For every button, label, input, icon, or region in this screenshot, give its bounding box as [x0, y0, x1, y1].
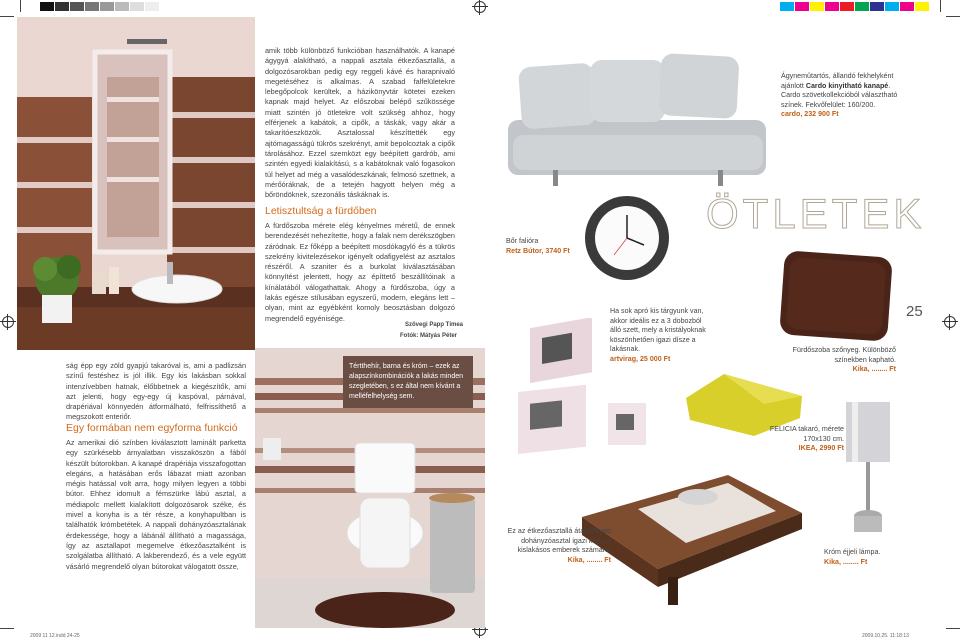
rug-photo: [778, 248, 894, 344]
middle-heading: Letisztultság a fürdőben: [265, 205, 377, 217]
left-heading: Egy formában nem egyforma funkció: [66, 422, 238, 434]
sofa-photo: [508, 50, 770, 200]
section-title: ÖTLETEK: [706, 190, 926, 237]
middle-text-2: A fürdőszoba mérete elég kényelmes méretű, de ennek berendezését nehezítette, hogy a falak nem derékszögben záródnak. Ez főképp a beépített mosdókagyló és a tükrös szekrény kivitelezésekor igényelt odafigyelést az asztalos részéről. A szaniter és a burkolat kiválasztásában könnyítést jelentett, hogy az építtető beszállítóinak a kínálatából válogathattak. Ahogy a fürdőszoba, úgy a lakás egésze stílusában egyszerű, modern, elegáns lett – olyan, mint az egyébként komoly beosztásban dolgozó megrendelő egyénisége.: [265, 221, 455, 323]
trim-mark: [20, 0, 21, 12]
trim-mark: [946, 16, 960, 17]
trim-mark: [0, 16, 14, 17]
table-photo: [578, 457, 804, 612]
registration-mark-icon: [944, 316, 956, 328]
slug-left: 2009 11 12.indd 24-25: [30, 633, 80, 639]
photo-credit: Fotók: Mátyás Péter: [400, 333, 458, 339]
left-intro-text: ság épp egy zöld gyapjú takaróval is, ami a padlizsán színű festéshez is jól illik. Egy kis lakásban sokkal intenzívebben hatnak, élőbbetnek a kiegészítők, ami azt jelenti, hogy egy-egy új kaspóval, párnával, drapériával könnyedén átformálható, felfrissíthető a megszokott enteriőr.: [66, 361, 246, 422]
clock-caption: Bőr falióra Retz Bútor, 3740 Ft: [506, 237, 570, 255]
trim-mark: [940, 0, 941, 12]
trim-mark: [946, 628, 960, 629]
table-caption: Ez az étkezőasztallá átalakítható dohányzóasztal igazi kincs a kislakásos emberek számára. Kika, ........ Ft: [507, 527, 611, 564]
left-body-text: Az amerikai dió színben kiválasztott laminált parketta egy szürkésebb árnyalatban visszaköszön a fából készült bútorokban. A kanapé drapériája visszafogottan elegáns, a hatásában erős lábazat miatt azonban mégis hatással volt arra, hogy milyen legyen a többi bútor. Ehhez idomult a fémszürke lábú asztal, a médiapolc mellett kialakított dolgozósarok széke, és mivel a konyha is a tér része, a konyhapultban is találhatók krómbetétek. A nappali dohányzóasztalának érdekessége, hogy a lábánál állítható a magassága, így az asztallapot megemelve étkezőasztalként is szolgálatba állítható. A lakberendező, és a vele együtt vásárló megrendelő olyan bútorokat válogatott össze,: [66, 438, 246, 571]
page-number: 25: [906, 303, 923, 320]
lamp-caption: Króm éjjeli lámpa. Kika, ........ Ft: [824, 548, 881, 566]
trim-mark: [0, 628, 14, 629]
bathroom-photo: [17, 17, 255, 350]
blanket-caption: FELICIA takaró, mérete 170x130 cm. IKEA, 2990 Ft: [769, 425, 844, 453]
quote-box: Tértthehír, barna és króm – ezek az alapszínkombinációk a lakás minden szegletében, s ez által nem kívánt a melléfelhelység sem.: [343, 356, 473, 408]
lamp-photo: [840, 398, 896, 538]
registration-mark-icon: [2, 316, 14, 328]
author-credit: Szövegi Papp Tímea: [405, 322, 464, 328]
rug-caption: Fürdőszoba szőnyeg. Különböző színekben kapható. Kika, ........ Ft: [792, 346, 896, 374]
boxes-caption: Ha sok apró kis tárgyunk van, akkor ideális ez a 3 dobozból álló szett, mely a kristályoknak köszönhetően igazi dísze a lakásnak. artvirag, 25 000 Ft: [610, 307, 706, 363]
slug-right: 2009.10.25. 11:18:13: [862, 633, 909, 639]
registration-mark-icon: [474, 1, 486, 13]
sofa-caption: Ágynemûtartós, állandó fekhelyként ajánlott Cardo kinyitható kanapé. Cardo szövetkollekcióból választható színek. Fekvőfelület: 160/200. cardo, 232 900 Ft: [781, 72, 898, 119]
middle-text-1: amik több különböző funkcióban használhatók. A kanapé ágygyá alakítható, a nappali asztala étkezőasztallá, a dolgozósarokban pedig egy reggeli kávé és harapnivaló megetéséhez is alkalmas. A szabad falfelületekre lebegőpolcok kerültek, a házikönyvtár kötetei ezeken kapnak majd helyet. Az előszobai belépő szűkössége miatt szintén jó ötletekre volt szükség ahhoz, hogy elférjenek a kabátok, a cipők, a táskák, vagy akár a takarítóeszközök. Asztalossal készíttették egy ajtómagasságú tükrös szekrényt, amit bepolcoztak a cipők tárolásához. Ezzel szemközt egy beépített gardrób, ami szintén egyedi kialakítású, s a kabátoknak való fogasokon túl helyet ad még a vasalódeszkának, felmosó szettnek, a mérőóráknak, de a tetején hagyott helyen még a bőröndöknek, szezonális táskáknak is.: [265, 46, 455, 200]
